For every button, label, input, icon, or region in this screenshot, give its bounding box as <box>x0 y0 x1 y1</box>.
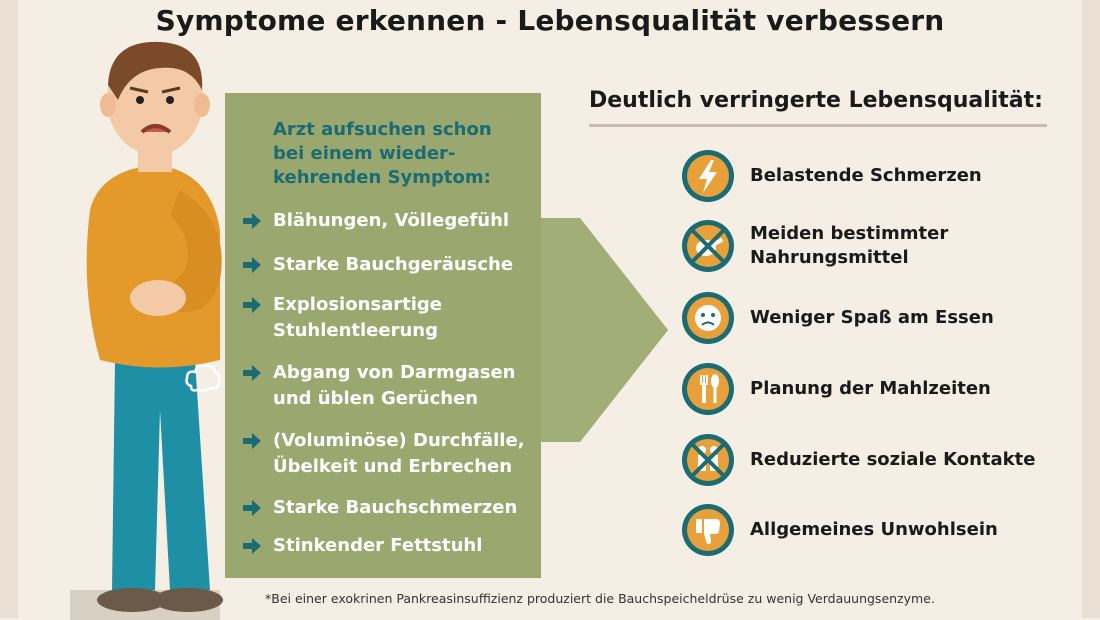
symptom-item <box>241 292 541 344</box>
symptom-text: Übelkeit und Erbrechen <box>273 456 513 477</box>
quality-item <box>680 502 1080 562</box>
quality-heading: Deutlich verringerte Lebensqualität: <box>589 88 1043 113</box>
arrow-right-icon <box>241 294 263 316</box>
page-title: Symptome erkennen - Lebensqualität verbessern <box>155 4 945 37</box>
arrow-right-icon <box>241 254 263 276</box>
arrow-right-icon <box>241 362 263 384</box>
symptoms-heading-line: bei einem wieder- <box>273 143 456 164</box>
quality-text: Weniger Spaß am Essen <box>750 307 994 328</box>
heading-divider <box>589 124 1047 127</box>
quality-text: Belastende Schmerzen <box>750 165 982 186</box>
quality-item <box>680 432 1080 492</box>
arrow-right-icon <box>241 430 263 452</box>
arrow-right-icon <box>241 210 263 232</box>
sad-face-icon <box>680 290 736 346</box>
symptom-item <box>241 208 541 234</box>
symptom-text: Starke Bauchschmerzen <box>273 497 518 518</box>
symptom-item <box>241 495 541 521</box>
footnote: *Bei einer exokrinen Pankreasinsuffizienz produziert die Bauchspeicheldrüse zu wenig Verdauungsenzyme. <box>265 591 935 606</box>
quality-item <box>680 361 1080 421</box>
symptoms-heading-line: Arzt aufsuchen schon <box>273 119 492 140</box>
crossed-food-icon <box>680 218 736 274</box>
quality-text: Reduzierte soziale Kontakte <box>750 449 1036 470</box>
arrow-head-shadow <box>541 218 668 442</box>
quality-text: Planung der Mahlzeiten <box>750 378 991 399</box>
sad-man-illustration <box>60 30 270 620</box>
arrow-right-icon <box>241 535 263 557</box>
symptoms-heading-line: kehrenden Symptom: <box>273 167 491 188</box>
crossed-people-icon <box>680 432 736 488</box>
symptom-text: Stuhlentleerung <box>273 320 438 341</box>
symptom-text: und üblen Gerüchen <box>273 388 479 409</box>
arrow-right-icon <box>241 497 263 519</box>
cutlery-icon <box>680 361 736 417</box>
symptom-text: Stinkender Fettstuhl <box>273 535 483 556</box>
quality-item <box>680 148 1080 208</box>
symptom-text: Explosionsartige <box>273 294 442 315</box>
lightning-icon <box>680 148 736 204</box>
quality-item <box>680 218 1080 278</box>
symptoms-heading <box>273 118 533 190</box>
symptom-item <box>241 252 541 278</box>
symptom-text: Abgang von Darmgasen <box>273 362 516 383</box>
quality-text: Nahrungsmittel <box>750 247 909 268</box>
symptom-item <box>241 533 541 559</box>
quality-text: Meiden bestimmter <box>750 223 949 244</box>
quality-text: Allgemeines Unwohlsein <box>750 519 998 540</box>
symptom-text: Blähungen, Völlegefühl <box>273 210 510 231</box>
symptom-item <box>241 428 541 480</box>
quality-item <box>680 290 1080 350</box>
thumbs-down-icon <box>680 502 736 558</box>
symptom-text: (Voluminöse) Durchfälle, <box>273 430 525 451</box>
symptom-item <box>241 360 541 412</box>
gas-cloud-icon <box>183 360 223 396</box>
symptom-text: Starke Bauchgeräusche <box>273 254 514 275</box>
